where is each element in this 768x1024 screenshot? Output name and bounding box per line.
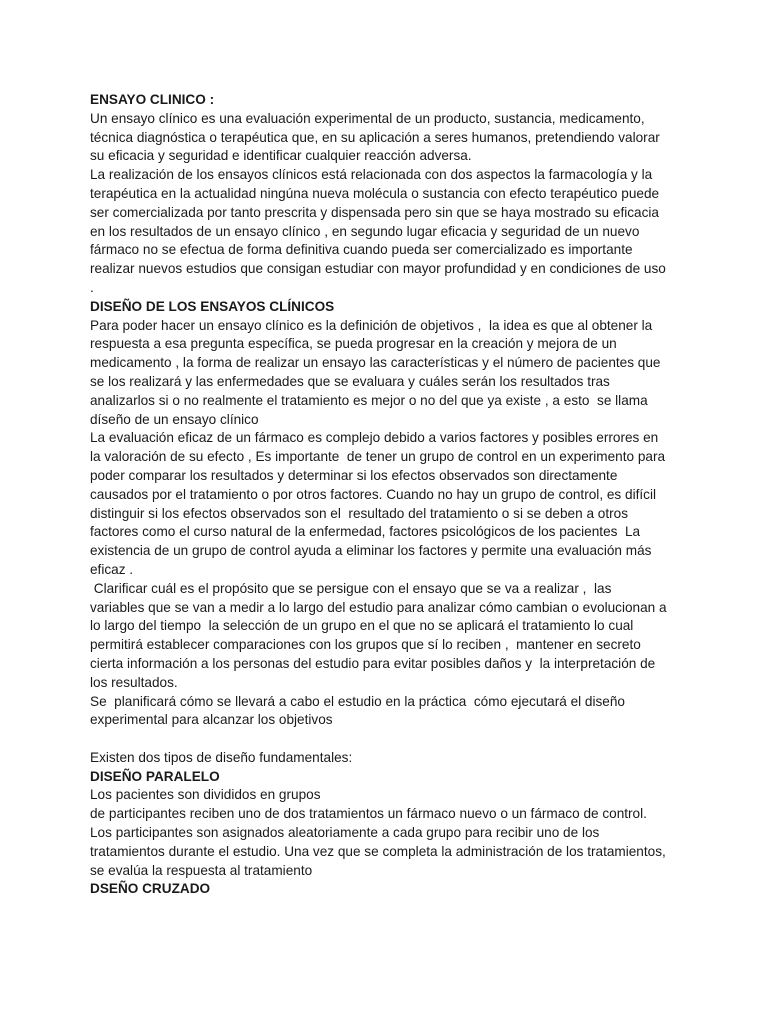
body-text-line: eficaz . (90, 561, 134, 577)
body-text-line: terapéutica en la actualidad ningúna nueva molécula o sustancia con efecto terapéutico puede (90, 185, 660, 201)
body-text-line: la valoración de su efecto , Es importante de tener un grupo de control en un experimento para (90, 449, 666, 465)
body-text-line: cierta información a los personas del estudio para evitar posibles daños y la interpretación de (90, 655, 656, 671)
body-text-line: Se planificará cómo se llevará a cabo el estudio en la práctica cómo ejecutará el diseño (90, 693, 625, 709)
body-text-line: La realización de los ensayos clínicos está relacionada con dos aspectos la farmacología y la (90, 167, 653, 183)
body-text-line: medicamento , la forma de realizar un ensayo las características y el número de pacientes que (90, 355, 661, 371)
body-text-line: respuesta a esa pregunta específica, se pueda progresar en la creación y mejora de un (90, 336, 617, 352)
body-text-line: ser comercializada por tanto prescrita y dispensada pero sin que se haya mostrado su eficacia (90, 204, 659, 220)
body-text-line: se evalúa la respuesta al tratamiento (90, 862, 313, 878)
body-text-line: Los pacientes son divididos en grupos (90, 787, 321, 803)
document-page (90, 91, 695, 899)
body-text-line: los resultados. (90, 674, 178, 690)
body-text-line: Para poder hacer un ensayo clínico es la definición de objetivos , la idea es que al obtener la (90, 317, 653, 333)
body-text-line: realizar nuevos estudios que consigan estudiar con mayor profundidad y en condiciones de uso (90, 261, 666, 277)
section-heading: DISEÑO DE LOS ENSAYOS CLÍNICOS (90, 298, 335, 314)
body-text-line: Un ensayo clínico es una evaluación experimental de un producto, sustancia, medicamento, (90, 110, 645, 126)
body-text-line: Existen dos tipos de diseño fundamentales: (90, 749, 353, 765)
body-text-line: de participantes reciben uno de dos tratamientos un fármaco nuevo o un fármaco de control. (90, 806, 647, 822)
body-text-line: causados por el tratamiento o por otros factores. Cuando no hay un grupo de control, es difícil (90, 486, 656, 502)
section-heading: ENSAYO CLINICO : (90, 92, 215, 107)
body-text-line: Los participantes son asignados aleatoriamente a cada grupo para recibir uno de los (90, 825, 600, 841)
body-text-line: Clarificar cuál es el propósito que se persigue con el ensayo que se va a realizar , las (90, 580, 612, 596)
body-text-line: distinguir si los efectos observados son el resultado del tratamiento o si se deben a otros (90, 505, 629, 521)
body-text-line: en los resultados de un ensayo clínico , en segundo lugar eficacia y seguridad de un nuevo (90, 223, 640, 239)
body-text-line: La evaluación eficaz de un fármaco es complejo debido a varios factores y posibles errores en (90, 430, 659, 446)
body-text-line: existencia de un grupo de control ayuda a eliminar los factores y permite una evaluación más (90, 543, 652, 559)
body-text-line: se los realizará y las enfermedades que se evaluara y cuáles serán los resultados tras (90, 373, 610, 389)
body-text-line: su eficacia y seguridad e identificar cualquier reacción adversa. (90, 148, 472, 164)
body-text-line: variables que se van a medir a lo largo del estudio para analizar cómo cambian o evolucionan a (90, 599, 667, 615)
body-text-line (90, 730, 695, 749)
body-text-line: factores como el curso natural de la enfermedad, factores psicológicos de los pacientes La (90, 524, 641, 540)
body-text-line: permitirá establecer comparaciones con los grupos que sí lo reciben , mantener en secreto (90, 637, 641, 653)
body-text-line: tratamientos durante el estudio. Una vez que se completa la administración de los tratamientos, (90, 843, 666, 859)
body-text-line: analizarlos si o no realmente el tratamiento es mejor o no del que ya existe , a esto se llama (90, 392, 648, 408)
body-text-line: técnica diagnóstica o terapéutica que, en su aplicación a seres humanos, pretendiendo valorar (90, 129, 660, 145)
body-text-line: . (90, 279, 94, 295)
body-text-line: experimental para alcanzar los objetivos (90, 712, 333, 728)
body-text-line: díseño de un ensayo clínico (90, 411, 259, 427)
section-heading: DSEÑO CRUZADO (90, 881, 211, 897)
body-text-line: fármaco no se efectua de forma definitiva cuando pueda ser comercializado es importante (90, 242, 633, 258)
section-heading: DISEÑO PARALELO (90, 768, 220, 784)
body-text-line: poder comparar los resultados y determinar si los efectos observados son directamente (90, 467, 618, 483)
body-text-line: lo largo del tiempo la selección de un grupo en el que no se aplicará el tratamiento lo cual (90, 618, 634, 634)
